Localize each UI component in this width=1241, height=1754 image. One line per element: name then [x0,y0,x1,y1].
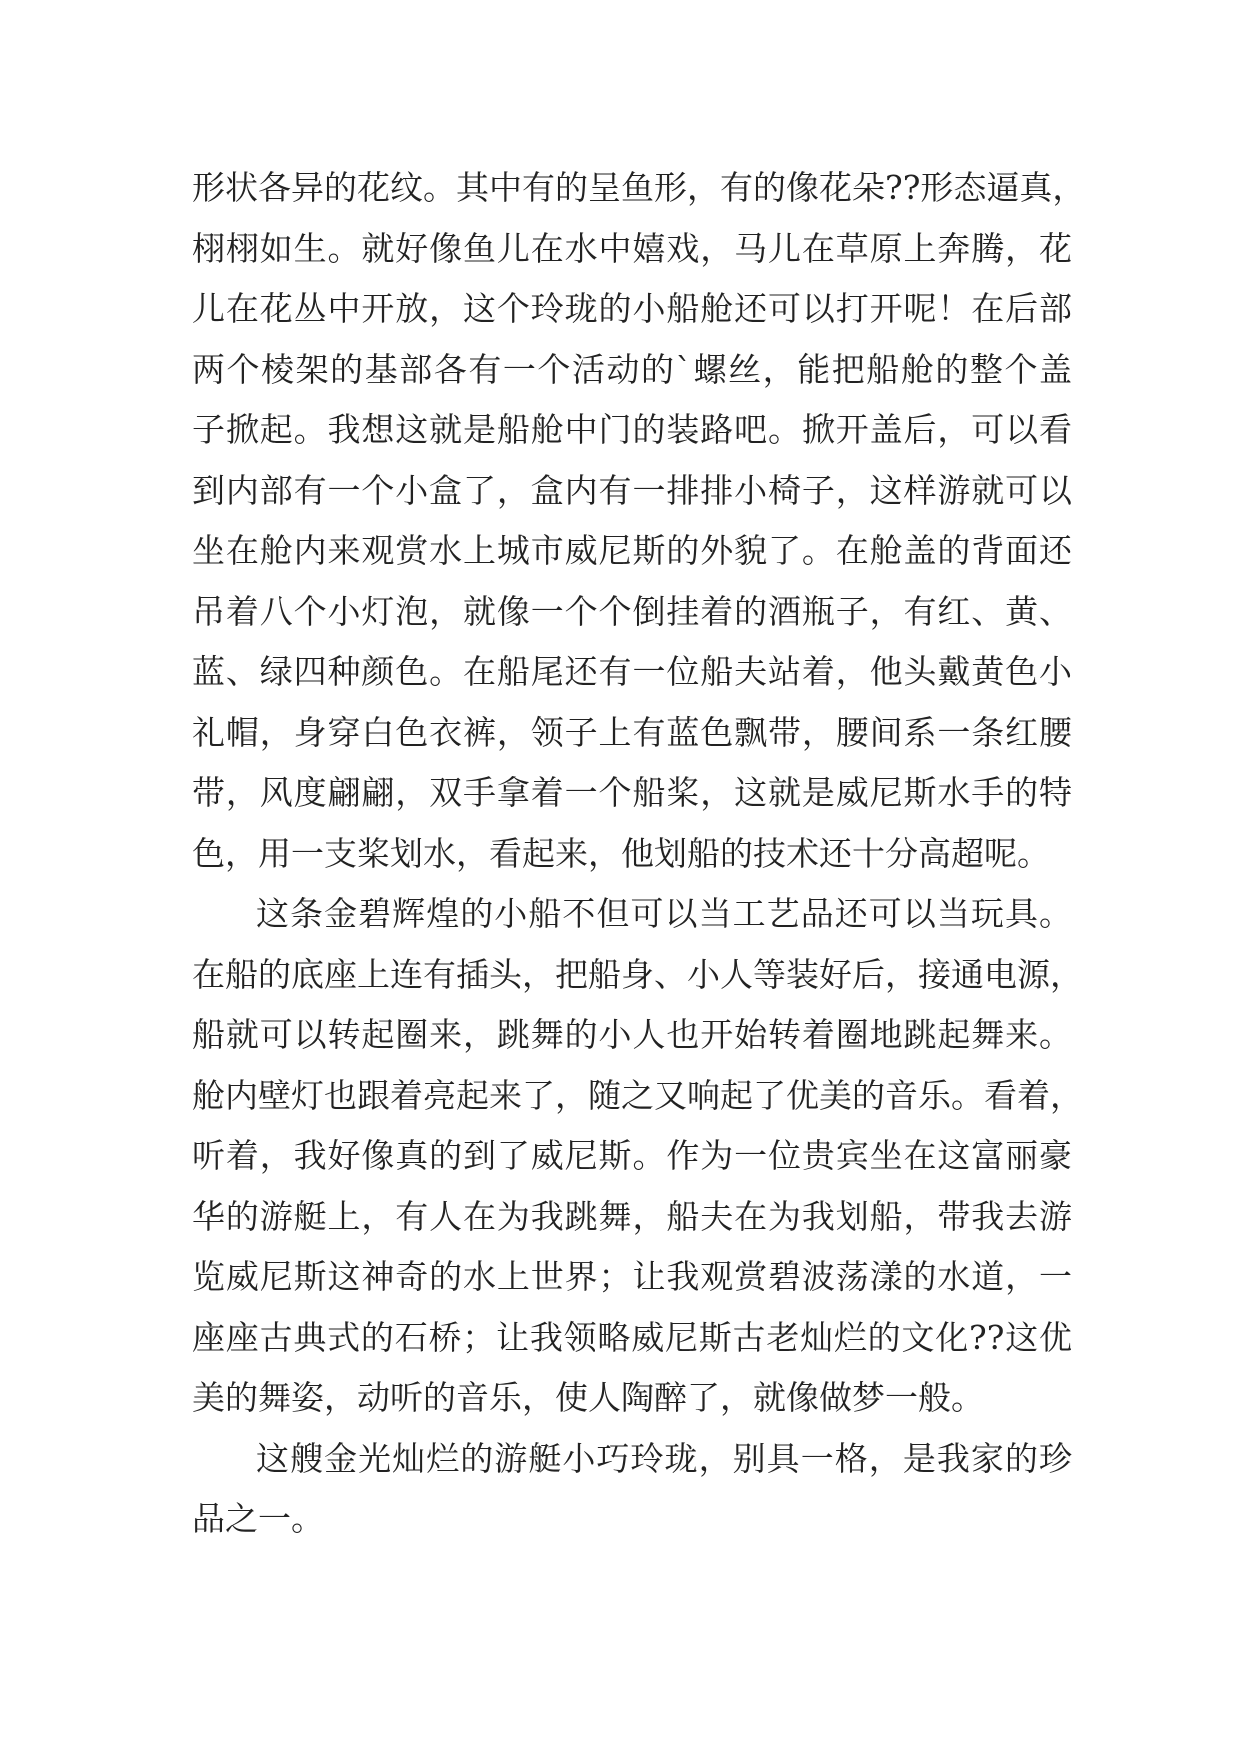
text-line: 礼帽，身穿白色衣裤，领子上有蓝色飘带，腰间系一条红腰 [192,712,1072,752]
text-line: 这艘金光灿烂的游艇小巧玲珑，别具一格，是我家的珍 [256,1438,1072,1478]
text-line: 蓝、绿四种颜色。在船尾还有一位船夫站着，他头戴黄色小 [192,652,1072,691]
text-line: 舱内壁灯也跟着亮起来了，随之又响起了优美的音乐。看着， [192,1075,1083,1115]
text-line: 听着，我好像真的到了威尼斯。作为一位贵宾坐在这富丽豪 [192,1136,1072,1175]
text-line: 船就可以转起圈来，跳舞的小人也开始转着圈地跳起舞来。 [192,1015,1072,1054]
text-line: 这条金碧辉煌的小船不但可以当工艺品还可以当玩具。 [256,894,1072,933]
text-line: 两个棱架的基部各有一个活动的`螺丝，能把船舱的整个盖 [192,349,1072,389]
text-line: 吊着八个小灯泡，就像一个个倒挂着的酒瓶子，有红、黄、 [192,591,1072,631]
text-line: 带，风度翩翩，双手拿着一个船桨，这就是威尼斯水手的特 [192,773,1072,812]
text-line: 美的舞姿，动听的音乐，使人陶醉了，就像做梦一般。 [192,1378,984,1417]
text-line: 华的游艇上，有人在为我跳舞，船夫在为我划船，带我去游 [192,1196,1072,1236]
text-line: 儿在花丛中开放，这个玲珑的小船舱还可以打开呢！在后部 [192,289,1072,328]
text-line: 坐在舱内来观赏水上城市威尼斯的外貌了。在舱盖的背面还 [192,531,1072,570]
text-line: 子掀起。我想这就是船舱中门的装路吧。掀开盖后，可以看 [192,410,1072,449]
text-line: 形状各异的花纹。其中有的呈鱼形，有的像花朵??形态逼真， [192,168,1086,207]
body-text [192,158,1086,1550]
text-line: 在船的底座上连有插头，把船身、小人等装好后，接通电源， [192,954,1083,994]
text-line: 座座古典式的石桥；让我领略威尼斯古老灿烂的文化??这优 [192,1317,1072,1357]
text-line: 览威尼斯这神奇的水上世界；让我观赏碧波荡漾的水道，一 [192,1257,1072,1296]
text-line: 栩栩如生。就好像鱼儿在水中嬉戏，马儿在草原上奔腾，花 [192,228,1072,268]
text-line: 品之一。 [192,1499,324,1538]
text-line: 色，用一支桨划水，看起来，他划船的技术还十分高超呢。 [192,833,1050,873]
text-line: 到内部有一个小盒了，盒内有一排排小椅子，这样游就可以 [192,470,1072,510]
